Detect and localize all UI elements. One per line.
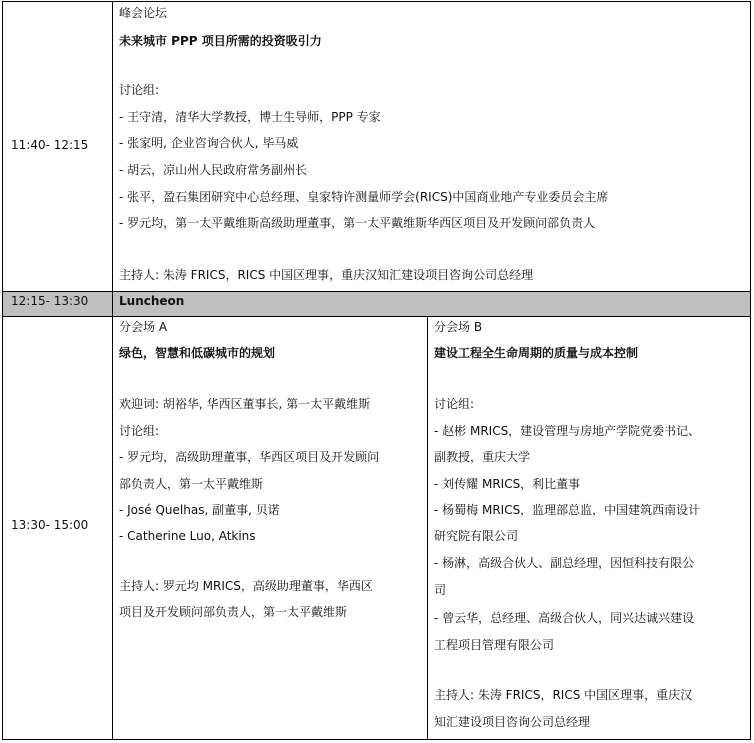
breakout-heading: 分会场 A — [119, 320, 168, 334]
moderator-line: 项目及开发顾问部负责人，第一太平戴维斯 — [119, 605, 348, 619]
panelist-item: - José Quelhas, 副董事, 贝诺 — [119, 503, 280, 517]
panelist-item: - 杨蜀梅 MRICS，监理部总监，中国建筑西南设计 — [434, 503, 701, 517]
panelist-item: - 杨淋，高级合伙人、副总经理，因恒科技有限公 — [434, 556, 695, 570]
session-category: 峰会论坛 — [119, 6, 168, 20]
moderator-line: 知汇建设项目咨询公司总经理 — [434, 715, 591, 729]
panelist-item: - 曾云华，总经理、高级合伙人，同兴达诚兴建设 — [434, 611, 695, 625]
panel-heading: 讨论组: — [119, 83, 160, 97]
session-title: 未来城市 PPP 项目所需的投资吸引力 — [119, 34, 322, 48]
column-divider — [2, 1, 3, 740]
session-time: 12:15- 13:30 — [11, 294, 89, 308]
panelist-item: - 刘传耀 MRICS，利比董事 — [434, 477, 581, 491]
panelist-item: 研究院有限公司 — [434, 529, 519, 543]
column-divider — [112, 1, 113, 740]
column-divider — [427, 316, 428, 740]
panel-heading: 讨论组: — [119, 424, 160, 438]
panel-heading: 讨论组: — [434, 397, 475, 411]
session-time: 11:40- 12:15 — [11, 138, 89, 152]
moderator-line: 主持人: 朱涛 FRICS，RICS 中国区理事，重庆汉 — [434, 688, 693, 702]
row-divider — [2, 739, 751, 740]
panelist-item: - 罗元均，第一太平戴维斯高级助理董事，第一太平戴维斯华西区项目及开发顾问部负责人 — [119, 216, 596, 230]
column-divider — [750, 1, 751, 740]
panelist-item: - Catherine Luo, Atkins — [119, 529, 256, 543]
session-title: 建设工程全生命周期的质量与成本控制 — [434, 346, 639, 360]
row-divider — [2, 316, 751, 317]
panelist-item: 部负责人，第一太平戴维斯 — [119, 477, 264, 491]
lunch-row-band — [2, 292, 751, 317]
panelist-item: 副教授，重庆大学 — [434, 450, 531, 464]
panelist-item: - 赵彬 MRICS，建设管理与房地产学院党委书记、 — [434, 424, 701, 438]
moderator-line: 主持人: 朱涛 FRICS，RICS 中国区理事，重庆汉知汇建设项目咨询公司总经理 — [119, 268, 534, 282]
panelist-item: - 张家明, 企业咨询合伙人, 毕马威 — [119, 136, 299, 150]
session-title: 绿色，智慧和低碳城市的规划 — [119, 346, 276, 360]
breakout-heading: 分会场 B — [434, 320, 483, 334]
panelist-item: 工程项目管理有限公司 — [434, 638, 555, 652]
welcome-line: 欢迎词: 胡裕华, 华西区董事长, 第一太平戴维斯 — [119, 397, 371, 411]
panelist-item: - 张平，盈石集团研究中心总经理、皇家特许测量师学会(RICS)中国商业地产专业委员会主席 — [119, 190, 609, 204]
session-time: 13:30- 15:00 — [11, 518, 89, 532]
lunch-label: Luncheon — [119, 294, 185, 308]
panelist-item: 司 — [434, 583, 447, 597]
moderator-line: 主持人: 罗元均 MRICS，高级助理董事，华西区 — [119, 579, 373, 593]
panelist-item: - 罗元均，高级助理董事，华西区项目及开发顾问 — [119, 450, 380, 464]
panelist-item: - 胡云，凉山州人民政府常务副州长 — [119, 163, 308, 177]
row-divider — [2, 291, 751, 292]
row-divider — [2, 1, 751, 2]
panelist-item: - 王守清，清华大学教授，博士生导师，PPP 专家 — [119, 110, 381, 124]
